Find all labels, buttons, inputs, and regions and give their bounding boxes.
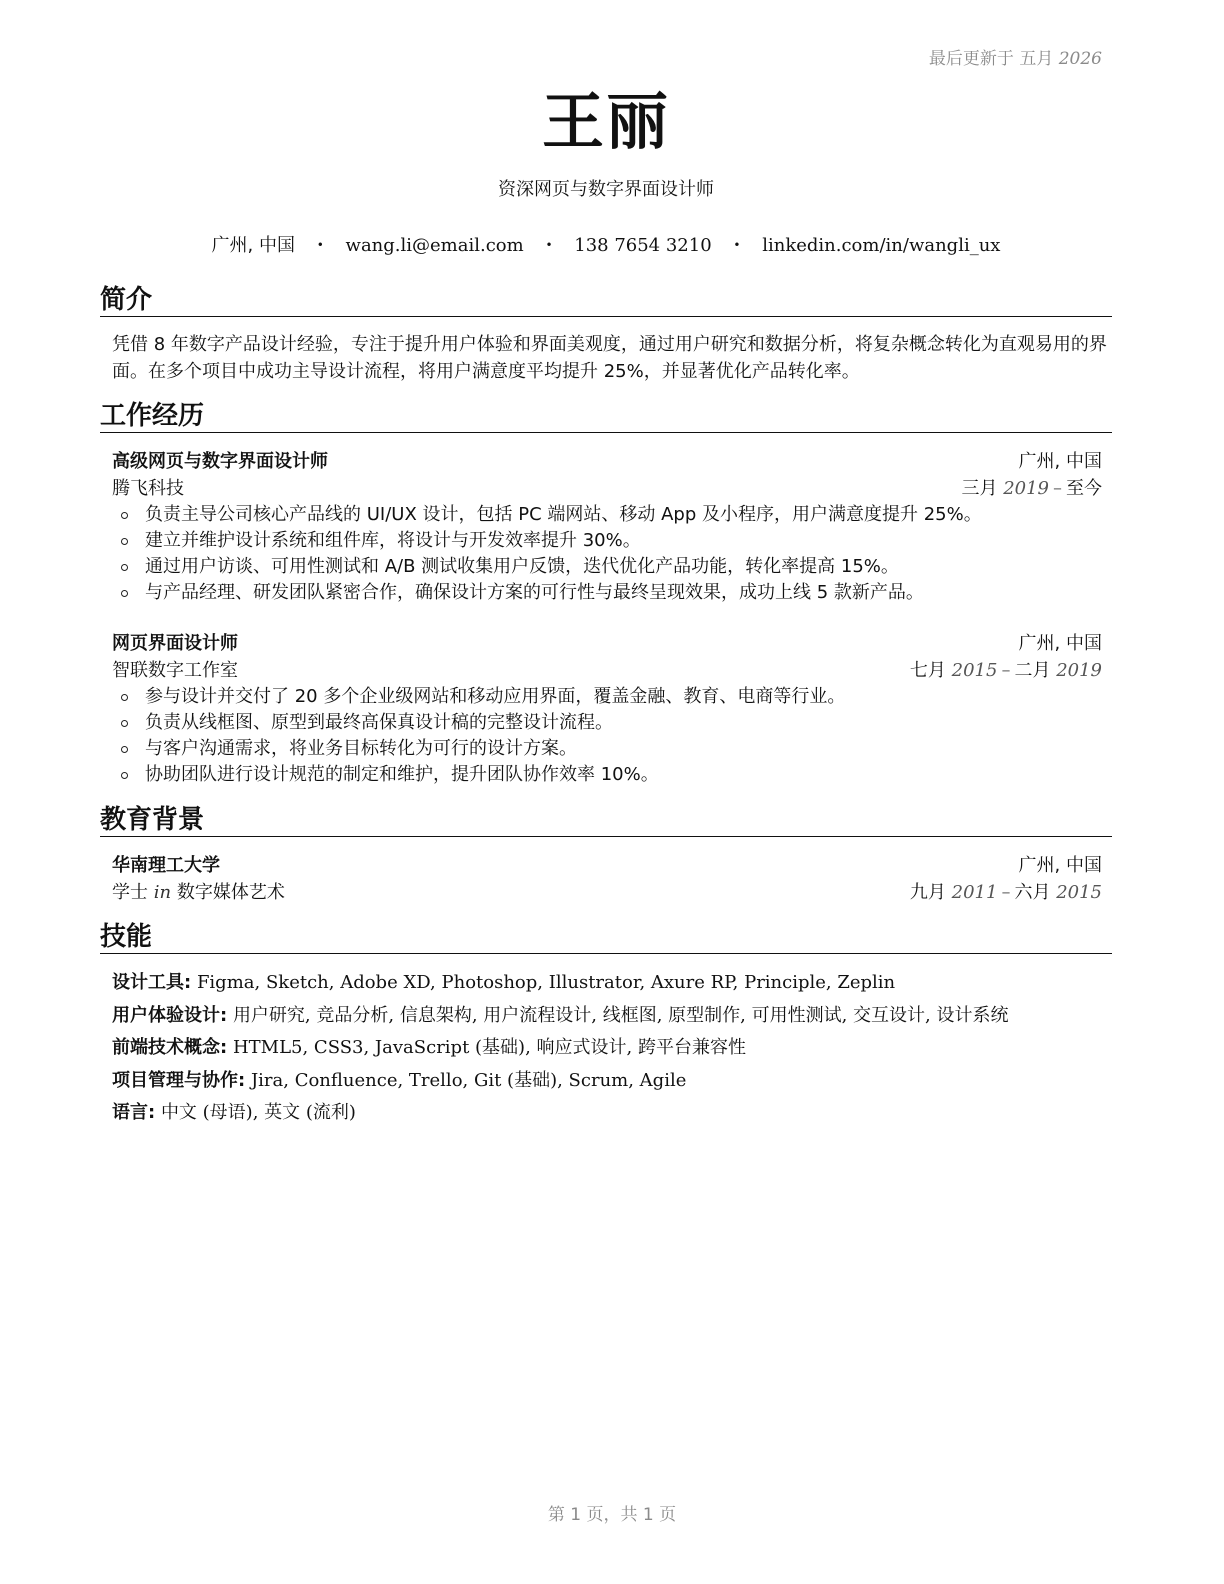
job-dates	[961, 475, 1102, 502]
school-name: 华南理工大学	[112, 855, 220, 876]
skill-label: 语言:	[112, 1102, 156, 1123]
skill-row	[112, 1065, 1108, 1098]
job-bullets	[112, 684, 1102, 788]
job-start-year: 2015	[951, 660, 998, 681]
candidate-headline: 资深网页与数字界面设计师	[498, 179, 714, 200]
section-title-experience: 工作经历	[100, 400, 1112, 433]
last-updated-year: 2026	[1058, 49, 1102, 69]
job-start-month: 七月	[909, 660, 946, 681]
contact-location: 广州, 中国	[211, 235, 295, 256]
skill-row	[112, 967, 1108, 1000]
skill-value: Figma, Sketch, Adobe XD, Photoshop, Illustrator, Axure RP, Principle, Zeplin	[196, 972, 896, 993]
contact-separator: •	[733, 238, 741, 252]
degree	[112, 879, 285, 906]
contact-line	[100, 231, 1112, 260]
contact-phone: 138 7654 3210	[574, 235, 712, 256]
skill-value: Jira, Confluence, Trello, Git (基础), Scrum, Agile	[250, 1069, 687, 1091]
degree-in: in	[153, 882, 172, 903]
school-location: 广州, 中国	[1018, 855, 1102, 876]
job-dates	[910, 657, 1102, 684]
skills-list	[112, 967, 1108, 1130]
edu-end-month: 六月	[1014, 882, 1051, 903]
skill-row	[112, 1097, 1108, 1130]
date-dash: –	[1001, 882, 1011, 903]
job-role: 网页界面设计师	[112, 633, 238, 654]
job-start-month: 三月	[961, 478, 998, 499]
edu-start-year: 2011	[951, 882, 998, 903]
skill-label: 用户体验设计:	[112, 1004, 228, 1026]
job-end-month: 二月	[1014, 660, 1051, 681]
section-title-education: 教育背景	[100, 804, 1112, 837]
page-footer: 第 1 页，共 1 页	[547, 1505, 677, 1525]
job-end: 至今	[1066, 478, 1102, 499]
list-item: 负责从线框图、原型到最终高保真设计稿的完整设计流程。	[112, 710, 1102, 736]
degree-type: 学士	[112, 882, 148, 903]
resume-page	[100, 0, 1112, 1584]
list-item: 协助团队进行设计规范的制定和维护，提升团队协作效率 10%。	[112, 762, 1102, 788]
skill-label: 前端技术概念:	[112, 1037, 228, 1058]
date-dash: –	[1053, 478, 1062, 499]
job-start-year: 2019	[1003, 478, 1049, 499]
edu-end-year: 2015	[1056, 882, 1102, 903]
job-location: 广州, 中国	[1018, 633, 1102, 654]
skill-value: HTML5, CSS3, JavaScript (基础), 响应式设计, 跨平台兼容性	[232, 1037, 746, 1058]
list-item: 建立并维护设计系统和组件库，将设计与开发效率提升 30%。	[112, 528, 1102, 554]
summary-text: 凭借 8 年数字产品设计经验，专注于提升用户体验和界面美观度，通过用户研究和数据分析，将复杂概念转化为直观易用的界面。在多个项目中成功主导设计流程，将用户满意度平均提升 25%，并显著优化产品转化率。	[112, 334, 1107, 382]
skill-row	[112, 1000, 1108, 1033]
contact-separator: •	[545, 238, 553, 252]
education-dates	[910, 879, 1102, 906]
contact-linkedin-link[interactable]: linkedin.com/in/wangli_ux	[762, 235, 1001, 256]
job-bullets	[112, 502, 1102, 606]
job-role: 高级网页与数字界面设计师	[112, 451, 328, 472]
job-end-year: 2019	[1056, 660, 1102, 681]
contact-email-link[interactable]: wang.li@email.com	[345, 235, 524, 256]
job-company: 腾飞科技	[112, 478, 184, 499]
skill-value: 用户研究, 竞品分析, 信息架构, 用户流程设计, 线框图, 原型制作, 可用性测试, 交互设计, 设计系统	[232, 1004, 1009, 1026]
education-entry	[112, 852, 1102, 906]
job-location: 广州, 中国	[1018, 451, 1102, 472]
list-item: 与客户沟通需求，将业务目标转化为可行的设计方案。	[112, 736, 1102, 762]
last-updated	[929, 44, 1102, 69]
list-item: 参与设计并交付了 20 多个企业级网站和移动应用界面，覆盖金融、教育、电商等行业。	[112, 684, 1102, 710]
degree-major: 数字媒体艺术	[176, 882, 285, 903]
list-item: 通过用户访谈、可用性测试和 A/B 测试收集用户反馈，迭代优化产品功能，转化率提高 15%。	[112, 554, 1102, 580]
list-item: 与产品经理、研发团队紧密合作，确保设计方案的可行性与最终呈现效果，成功上线 5 款新产品。	[112, 580, 1102, 606]
experience-entry	[112, 630, 1102, 788]
list-item: 负责主导公司核心产品线的 UI/UX 设计，包括 PC 端网站、移动 App 及小程序，用户满意度提升 25%。	[112, 502, 1102, 528]
job-company: 智联数字工作室	[112, 660, 238, 681]
contact-separator: •	[316, 238, 324, 252]
skill-value: 中文 (母语), 英文 (流利)	[160, 1102, 356, 1123]
last-updated-month: 五月	[1019, 49, 1054, 69]
experience-entry	[112, 448, 1102, 606]
last-updated-prefix: 最后更新于	[928, 49, 1014, 69]
candidate-name: 王丽	[541, 85, 670, 158]
section-title-summary: 简介	[100, 284, 1112, 317]
edu-start-month: 九月	[909, 882, 946, 903]
skill-label: 设计工具:	[112, 972, 192, 993]
skill-row	[112, 1032, 1108, 1065]
section-title-skills: 技能	[100, 921, 1112, 954]
skill-label: 项目管理与协作:	[112, 1069, 246, 1091]
date-dash: –	[1001, 660, 1011, 681]
